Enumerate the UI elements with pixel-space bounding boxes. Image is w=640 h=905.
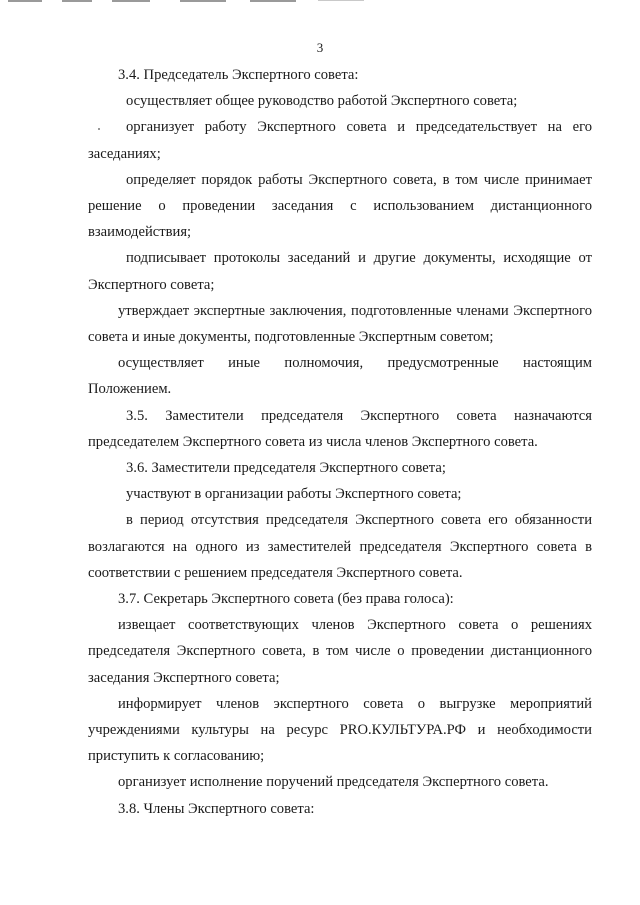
paragraph: 3.7. Секретарь Экспертного совета (без права голоса):	[118, 591, 454, 608]
paragraph: 3.4. Председатель Экспертного совета:	[118, 67, 359, 83]
page-number: 3	[316, 40, 324, 55]
scan-artifact	[62, 0, 92, 2]
document-body	[88, 62, 592, 822]
paragraph: в период отсутствия председателя Экспертного совета его обязанности возлагаются на одного из заместителей председателя Экспертного совета в соответствии с решением председателя Экспертного совета.	[88, 512, 592, 581]
paragraph: 3.8. Члены Экспертного совета:	[118, 800, 315, 817]
paragraph: извещает соответствующих членов Экспертного совета о решениях председателя Экспертного совета, в том числе о проведении дистанционного заседания Экспертного совета;	[88, 617, 592, 686]
paragraph: организует работу Экспертного совета и председательствует на его заседаниях;	[88, 119, 592, 162]
paragraph: утверждает экспертные заключения, подготовленные членами Экспертного совета и иные документы, подготовленные Экспертным советом;	[88, 302, 592, 346]
scan-artifact	[250, 0, 296, 2]
paragraph: подписывает протоколы заседаний и другие документы, исходящие от Экспертного совета;	[88, 250, 592, 293]
scan-artifact	[318, 0, 364, 1]
paragraph: 3.5. Заместители председателя Экспертного совета назначаются председателем Экспертного совета из числа членов Экспертного совета.	[88, 407, 592, 450]
paragraph: 3.6. Заместители председателя Экспертного совета;	[126, 460, 446, 477]
paragraph: осуществляет общее руководство работой Экспертного совета;	[126, 93, 518, 110]
paragraph: участвуют в организации работы Экспертного совета;	[126, 486, 462, 503]
paragraph: осуществляет иные полномочия, предусмотренные настоящим Положением.	[88, 355, 592, 398]
paragraph: определяет порядок работы Экспертного совета, в том числе принимает решение о проведении заседания с использованием дистанционного взаимодействия;	[88, 171, 592, 241]
scan-artifact	[180, 0, 226, 2]
scan-artifact	[112, 0, 150, 2]
paragraph: информирует членов экспертного совета о выгрузке мероприятий учреждениями культуры на ресурс PRO.КУЛЬТУРА.РФ и необходимости приступить к согласованию;	[88, 695, 592, 765]
scan-artifact	[8, 0, 42, 2]
paragraph: организует исполнение поручений председателя Экспертного совета.	[118, 774, 549, 791]
